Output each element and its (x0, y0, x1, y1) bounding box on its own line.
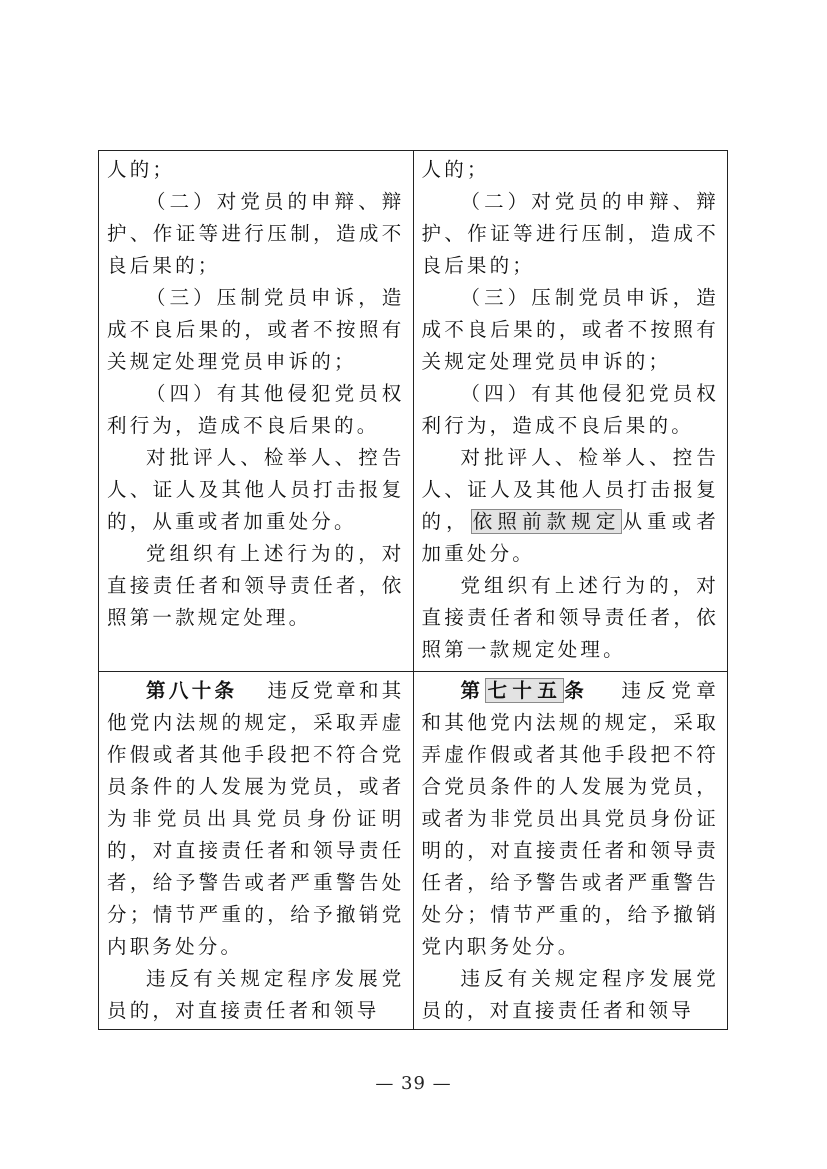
paragraph: （四）有其他侵犯党员权利行为，造成不良后果的。 (107, 382, 405, 437)
highlighted-change: 七十五 (487, 679, 563, 702)
page-number: — 39 — (375, 1073, 452, 1094)
left-cell (99, 151, 414, 672)
text-segment: 违反党章和其他党内法规的规定，采取弄虚作假或者其他手段把不符合党员条件的人发展为党员，或者为非党员出具党员身份证明的，对直接责任者和领导责任者，给予警告或者严重警告处分；情节严重的，给予撤销党内职务处分。 (421, 679, 719, 958)
paragraph (107, 675, 405, 963)
left-cell (99, 672, 414, 1030)
right-cell (413, 672, 728, 1030)
paragraph: （三）压制党员申诉，造成不良后果的，或者不按照有关规定处理党员申诉的； (107, 286, 405, 373)
paragraph: 对批评人、检举人、控告人、证人及其他人员打击报复的，从重或者加重处分。 (107, 446, 405, 533)
paragraph (422, 442, 720, 570)
article-prefix: 第 (460, 679, 486, 702)
highlighted-change: 依照前款规定 (472, 510, 621, 533)
paragraph: 人的； (107, 158, 176, 181)
paragraph: （二）对党员的申辩、辩护、作证等进行压制，造成不良后果的； (107, 190, 405, 277)
paragraph: 人的； (421, 158, 490, 181)
article-number: 第八十条 (146, 679, 238, 702)
table-row (99, 151, 728, 672)
paragraph (422, 675, 720, 963)
paragraph: 党组织有上述行为的，对直接责任者和领导责任者，依照第一款规定处理。 (107, 542, 405, 629)
paragraph: 违反有关规定程序发展党员的，对直接责任者和领导 (421, 967, 719, 1022)
text-segment: 违反党章和其他党内法规的规定，采取弄虚作假或者其他手段把不符合党员条件的人发展为党员，或者为非党员出具党员身份证明的，对直接责任者和领导责任者，给予警告或者严重警告处分；情节严重的，给予撤销党内职务处分。 (107, 679, 405, 958)
comparison-table (98, 150, 728, 1030)
text-segment: 从重或者加重处分。 (421, 510, 719, 565)
article-suffix: 条 (564, 679, 590, 702)
text-segment: 对批评人、检举人、控告人、证人及其他人员打击报复的， (421, 446, 719, 533)
paragraph: 违反有关规定程序发展党员的，对直接责任者和领导 (107, 967, 405, 1022)
paragraph: （二）对党员的申辩、辩护、作证等进行压制，造成不良后果的； (421, 190, 719, 277)
table-row (99, 672, 728, 1030)
right-cell (413, 151, 728, 672)
paragraph: （四）有其他侵犯党员权利行为，造成不良后果的。 (421, 382, 719, 437)
paragraph: 党组织有上述行为的，对直接责任者和领导责任者，依照第一款规定处理。 (421, 574, 719, 661)
paragraph: （三）压制党员申诉，造成不良后果的，或者不按照有关规定处理党员申诉的； (421, 286, 719, 373)
